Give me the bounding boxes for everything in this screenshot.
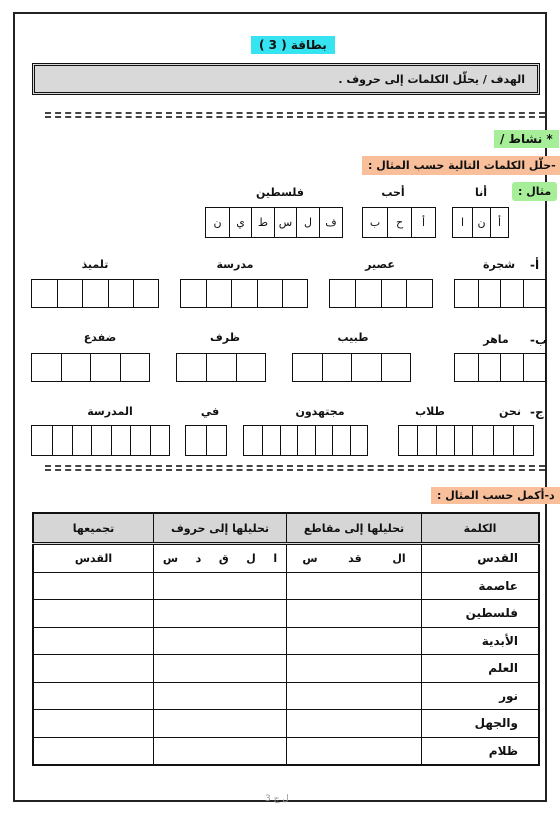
letters-cell[interactable]	[154, 737, 287, 765]
letter-box[interactable]	[72, 426, 91, 455]
syllables-cell[interactable]	[287, 627, 422, 655]
exercise-word: طلاب	[415, 405, 445, 418]
answer-boxes[interactable]	[243, 425, 368, 456]
letter-box[interactable]	[177, 354, 206, 381]
letters-cell[interactable]	[154, 710, 287, 738]
letter-box[interactable]	[399, 426, 417, 455]
letter-box[interactable]	[350, 426, 367, 455]
letter-box[interactable]	[330, 280, 355, 307]
syllable: قد	[348, 551, 362, 565]
table-word: فلسطين	[422, 600, 540, 628]
exercise-word: تلميذ	[81, 258, 109, 271]
combined-cell[interactable]	[33, 682, 154, 710]
letter-box[interactable]	[206, 280, 231, 307]
letter-box[interactable]	[133, 280, 158, 307]
example-letter-boxes	[452, 207, 509, 238]
syllables-cell[interactable]	[287, 682, 422, 710]
exercise-word: ظرف	[210, 331, 240, 344]
letter-box[interactable]	[478, 354, 500, 381]
answer-boxes[interactable]	[185, 425, 227, 456]
exercise-word: في	[200, 405, 220, 418]
letter-box[interactable]	[186, 426, 206, 455]
table-row	[33, 600, 539, 628]
letter-box[interactable]	[150, 426, 169, 455]
combined-cell: القدس	[33, 544, 154, 573]
letters-cell[interactable]	[154, 600, 287, 628]
col-header-word: الكلمة	[422, 513, 540, 544]
answer-boxes[interactable]	[176, 353, 266, 382]
letter-box[interactable]	[181, 280, 206, 307]
letter-box[interactable]	[280, 426, 297, 455]
answer-boxes[interactable]	[454, 353, 546, 382]
letter-box[interactable]	[417, 426, 436, 455]
answer-boxes[interactable]	[472, 425, 534, 456]
col-header-combined: تجميعها	[33, 513, 154, 544]
letter: ل	[246, 551, 256, 565]
combined-cell[interactable]	[33, 627, 154, 655]
letters-cell	[154, 544, 287, 573]
exercise-word: طبيب	[337, 331, 369, 344]
letter-box[interactable]	[332, 426, 350, 455]
letter-box: ي	[229, 208, 251, 237]
combined-cell[interactable]	[33, 600, 154, 628]
divider-line	[45, 112, 545, 118]
answer-boxes[interactable]	[31, 353, 150, 382]
letter-box[interactable]	[244, 426, 262, 455]
letter-box[interactable]	[454, 426, 472, 455]
row-c-label: ج-	[530, 405, 544, 419]
letters-cell[interactable]	[154, 655, 287, 683]
answer-boxes[interactable]	[31, 425, 170, 456]
analysis-table	[32, 512, 540, 766]
syllables-cell[interactable]	[287, 572, 422, 600]
letter-box[interactable]	[130, 426, 150, 455]
activity-label: * نشاط /	[494, 130, 559, 148]
table-word: ظلام	[422, 737, 540, 765]
letter: ق	[218, 551, 229, 565]
letter-box[interactable]	[206, 426, 226, 455]
letter-box: ب	[369, 216, 381, 229]
table-row	[33, 572, 539, 600]
letter-box[interactable]	[523, 354, 545, 381]
letters-cell[interactable]	[154, 627, 287, 655]
letter-box[interactable]	[91, 426, 111, 455]
table-row	[33, 737, 539, 765]
letter-box[interactable]	[32, 426, 52, 455]
letter-box[interactable]	[406, 280, 432, 307]
letter-box[interactable]	[493, 426, 513, 455]
letter-box[interactable]	[455, 280, 478, 307]
exercise-word: نحن	[499, 405, 521, 418]
example-letter-boxes	[362, 207, 436, 238]
table-word: العلم	[422, 655, 540, 683]
letter-box[interactable]	[32, 280, 57, 307]
table-word: نور	[422, 682, 540, 710]
letter-box: أ	[411, 208, 435, 237]
letter-box[interactable]	[231, 280, 257, 307]
exercise-word: مدرسة	[216, 258, 254, 271]
letter-box[interactable]	[473, 426, 493, 455]
letter-box: أ	[490, 208, 508, 237]
table-word: والجهل	[422, 710, 540, 738]
letter-box[interactable]	[513, 426, 533, 455]
letter-box[interactable]	[111, 426, 130, 455]
letter-box: ل	[296, 208, 319, 237]
row-a-label: أ-	[530, 258, 540, 272]
answer-boxes[interactable]	[398, 425, 473, 456]
exercise-word: شجرة	[482, 258, 516, 271]
table-row	[33, 682, 539, 710]
letter-box[interactable]	[315, 426, 332, 455]
table-word: عاصمة	[422, 572, 540, 600]
example-label: مثال :	[512, 182, 557, 201]
syllables-cell[interactable]	[287, 600, 422, 628]
instruction-label: -حلّل الكلمات التالية حسب المثال :	[362, 156, 560, 175]
section-d-label: د-أكمل حسب المثال :	[431, 487, 560, 504]
letter-box[interactable]	[262, 426, 280, 455]
letter-box: ح	[387, 208, 411, 237]
letter-box: ا	[460, 216, 465, 229]
syllables-cell[interactable]	[287, 655, 422, 683]
letter-box[interactable]	[297, 426, 315, 455]
syllable: ال	[392, 551, 406, 565]
letter-box: ن	[472, 208, 490, 237]
letter-box[interactable]	[381, 280, 406, 307]
table-row	[33, 655, 539, 683]
example-letter-boxes	[205, 207, 343, 238]
example-word: أنا	[474, 186, 488, 199]
letter-box[interactable]	[455, 354, 478, 381]
letter-box[interactable]	[478, 280, 500, 307]
footer-mark: ل ج 3	[265, 794, 289, 804]
letter-box[interactable]	[82, 280, 108, 307]
letter-box[interactable]	[351, 354, 381, 381]
letter-box[interactable]	[500, 280, 523, 307]
letter-box[interactable]	[61, 354, 90, 381]
table-word: القدس	[422, 544, 540, 573]
letter-box[interactable]	[500, 354, 523, 381]
letter-box: ف	[319, 208, 342, 237]
letter-box[interactable]	[32, 354, 61, 381]
table-row	[33, 627, 539, 655]
example-word: أحب	[381, 186, 405, 199]
exercise-word: ماهر	[483, 333, 509, 346]
exercise-word: المدرسة	[87, 405, 133, 418]
row-b-label: ب-	[530, 333, 548, 347]
answer-boxes[interactable]	[454, 279, 546, 308]
letter-box[interactable]	[90, 354, 120, 381]
letter-box[interactable]	[322, 354, 351, 381]
combined-cell[interactable]	[33, 572, 154, 600]
combined-cell[interactable]	[33, 737, 154, 765]
divider-line	[45, 465, 545, 471]
combined-cell[interactable]	[33, 710, 154, 738]
answer-boxes[interactable]	[329, 279, 433, 308]
example-word: فلسطين	[256, 186, 304, 199]
syllables-cell[interactable]	[287, 737, 422, 765]
answer-boxes[interactable]	[31, 279, 159, 308]
letter-box[interactable]	[257, 280, 282, 307]
letter-box[interactable]	[120, 354, 149, 381]
goal-statement: الهدف / يحلّل الكلمات إلى حروف .	[32, 63, 540, 95]
combined-cell[interactable]	[33, 655, 154, 683]
answer-boxes[interactable]	[292, 353, 411, 382]
table-header-row	[33, 513, 539, 544]
letters-cell[interactable]	[154, 682, 287, 710]
syllables-cell[interactable]	[287, 710, 422, 738]
letter-box[interactable]	[52, 426, 72, 455]
exercise-word: عصير	[365, 258, 395, 271]
syllable: س	[302, 551, 318, 565]
letter-box[interactable]	[108, 280, 133, 307]
syllables-cell	[287, 544, 422, 573]
letter-box[interactable]	[293, 354, 322, 381]
exercise-word: ضفدع	[83, 331, 117, 344]
card-title: بطاقة ( 3 )	[251, 36, 335, 54]
letter-box[interactable]	[355, 280, 381, 307]
answer-boxes[interactable]	[180, 279, 308, 308]
letter-box: س	[274, 208, 296, 237]
col-header-letters: تحليلها إلى حروف	[154, 513, 287, 544]
exercise-word: مجتهدون	[295, 405, 345, 418]
letter: د	[195, 551, 202, 565]
letters-cell[interactable]	[154, 572, 287, 600]
table-row	[33, 710, 539, 738]
letter-box[interactable]	[436, 426, 454, 455]
letter-box: ط	[251, 208, 274, 237]
letter-box: ن	[213, 216, 222, 229]
table-word: الأبدية	[422, 627, 540, 655]
letter-box[interactable]	[523, 280, 545, 307]
letter-box[interactable]	[57, 280, 82, 307]
letter-box[interactable]	[236, 354, 265, 381]
letter-box[interactable]	[381, 354, 410, 381]
col-header-syllables: تحليلها إلى مقاطع	[287, 513, 422, 544]
letter-box[interactable]	[282, 280, 307, 307]
letter: ا	[273, 551, 278, 565]
letter: س	[162, 551, 178, 565]
letter-box[interactable]	[206, 354, 236, 381]
table-row	[33, 544, 539, 573]
